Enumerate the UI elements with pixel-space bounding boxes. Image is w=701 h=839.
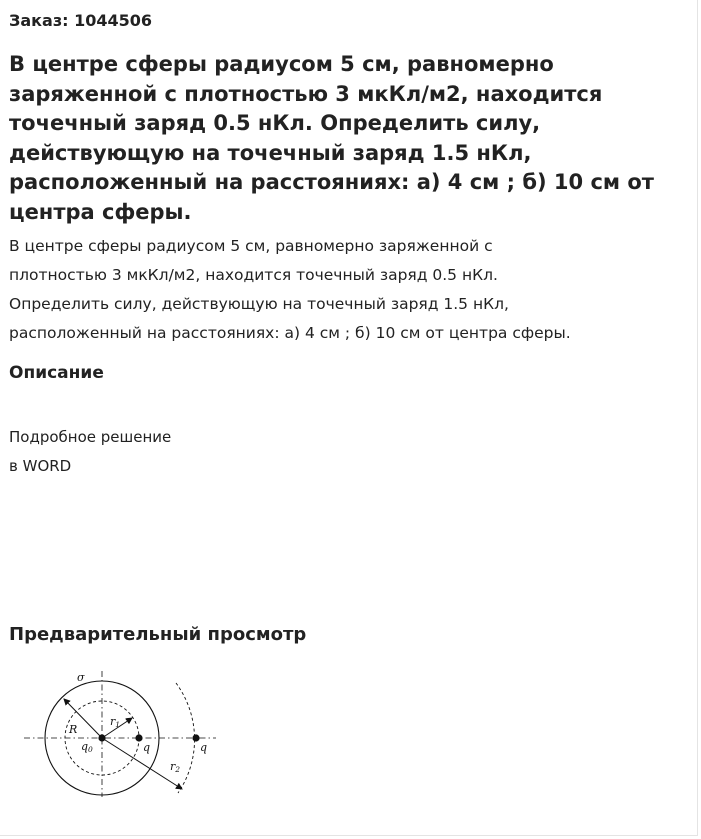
preview-diagram [20, 663, 220, 799]
task-body-line: Определить силу, действующую на точечный заряд 1.5 нКл, [9, 295, 509, 313]
description-line: в WORD [9, 457, 72, 475]
task-body-line: расположенный на расстояниях: а) 4 см ; б) 10 см от центра сферы. [9, 324, 571, 342]
r1-label [110, 715, 120, 729]
central-charge-dot [98, 734, 105, 741]
preview-heading: Предварительный просмотр [9, 624, 307, 645]
r2-label-sub: 2 [175, 765, 181, 774]
inner-charge-label: q [143, 741, 151, 754]
r1-label-sub: 1 [115, 720, 121, 729]
outer-charge-label: q [200, 741, 208, 754]
q0-label [81, 740, 93, 754]
r2-label [170, 760, 180, 774]
inner-charge-dot [135, 734, 142, 741]
q0-label-sub: 0 [88, 745, 93, 754]
r2-label-main: r [170, 760, 176, 773]
task-body-line: плотностью 3 мкКл/м2, находится точечный заряд 0.5 нКл. [9, 266, 498, 284]
r1-label-main: r [110, 715, 116, 728]
radius-label: R [69, 723, 78, 736]
sigma-label: σ [77, 671, 85, 684]
task-body-line: В центре сферы радиусом 5 см, равномерно заряженной с [9, 237, 493, 255]
task-body [9, 232, 689, 348]
q0-label-main: q [81, 740, 89, 753]
description-line: Подробное решение [9, 428, 172, 446]
description-heading: Описание [9, 363, 104, 383]
task-title: В центре сферы радиусом 5 см, равномерно заряженной с плотностью 3 мкКл/м2, находится точечный заряд 0.5 нКл. Определить силу, действующую на точечный заряд 1.5 нКл, расположенный на расстояниях: а) 4 см ; б) 10 см от центра сферы. [9, 52, 654, 224]
description-text [9, 423, 171, 481]
outer-charge-dot [192, 734, 199, 741]
order-number: Заказ: 1044506 [9, 11, 153, 30]
